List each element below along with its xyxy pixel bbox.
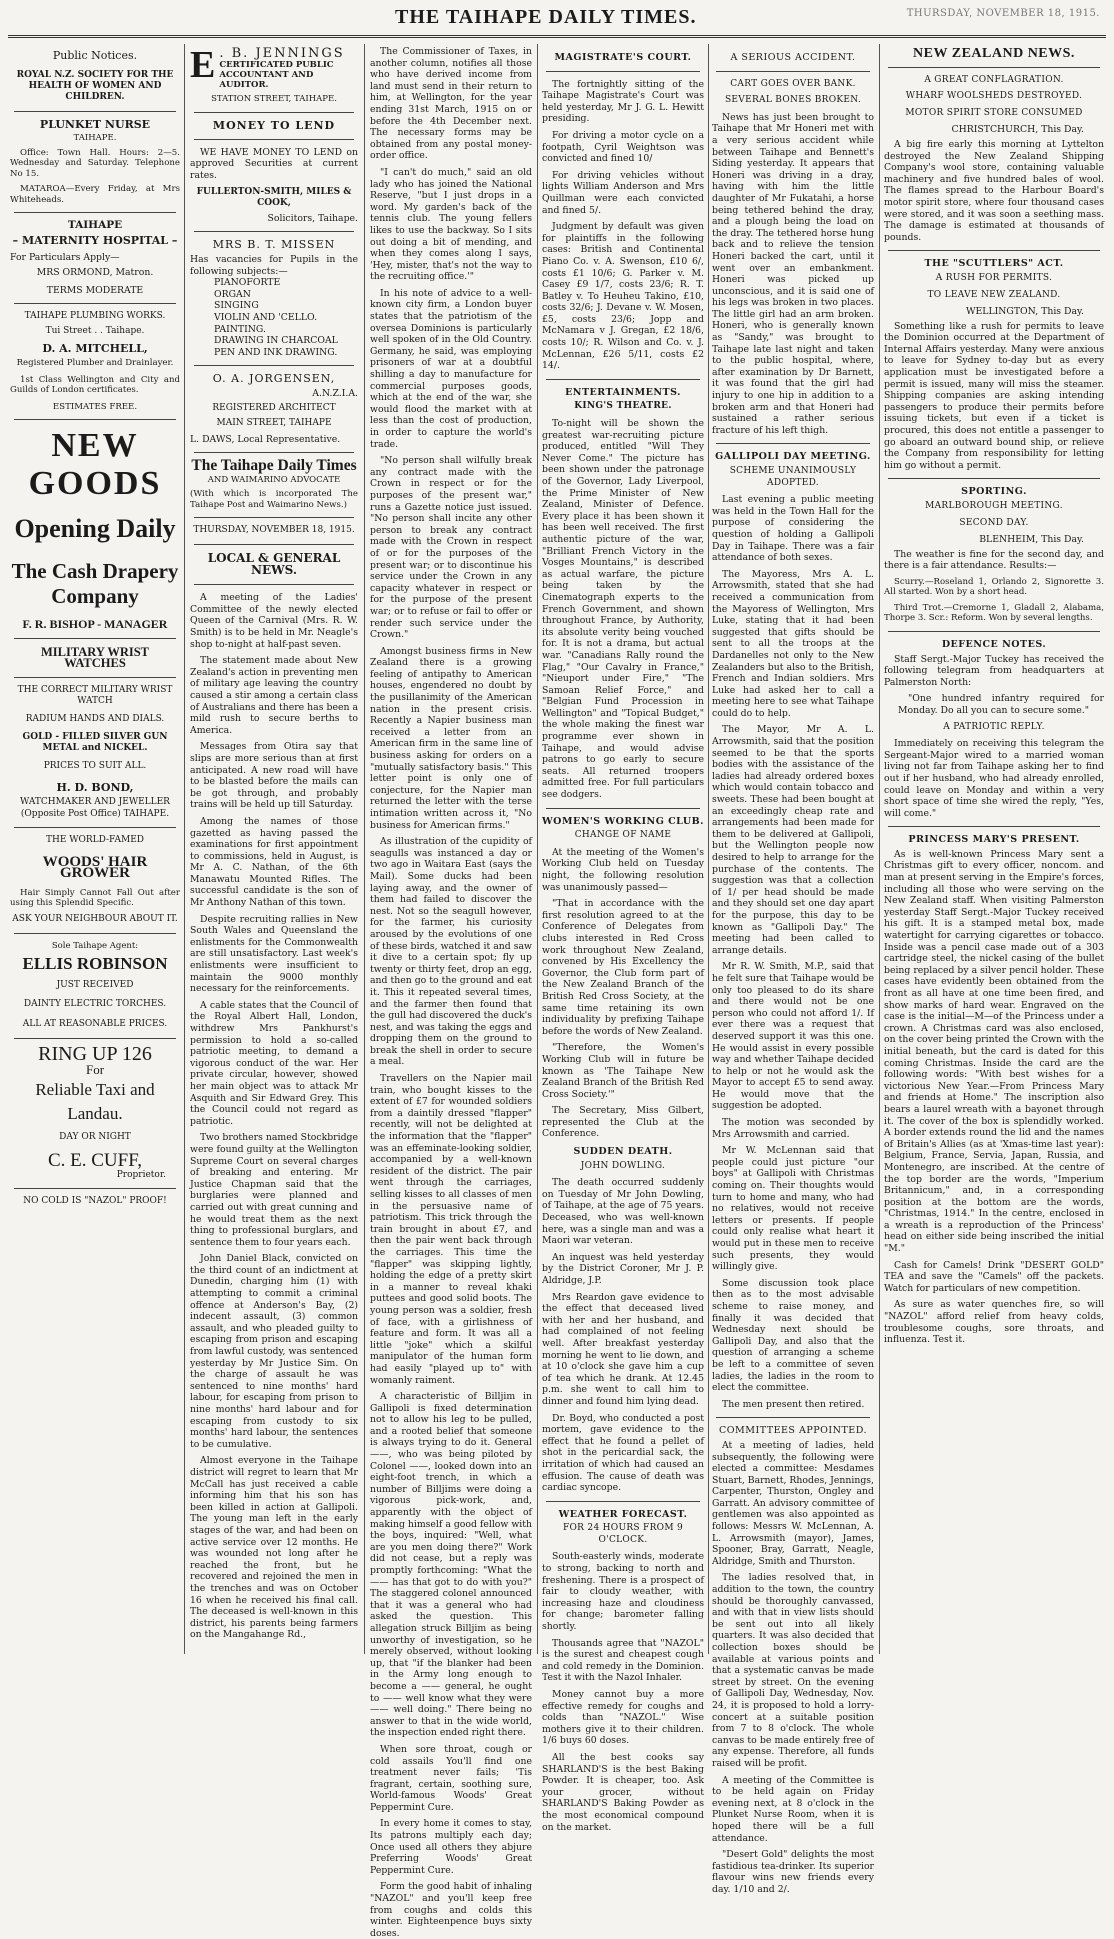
committee-paragraph: A meeting of the Committee is to be held again on Friday evening next, at 8 o'clock in the Plunket Nurse Room, when it is hoped there will be a full attendance. (712, 1774, 874, 1844)
news-paragraph: "No person shall wilfully break any contract made with the Crown in respect or for the purposes of the present war," runs a Gazette notice just issued. "No person shall incite any other person to break any contract made with the Crown in respect of or for the purposes of the present war; or to discontinue his service under the Crown in any capacity whatever in respect or for the purpose of the present war; or to refuse or fail to offer or render such service under the Crown." (370, 455, 532, 641)
accident-paragraph: News has just been brought to Taihape that Mr Honeri met with a very serious accident while between Taihape and Bennett's Siding yesterday. It appears that Honeri was driving in a dray, having with him the little daughter of Mr Fukatahi, a horse being tethered behind the dray, and a plough being the load on the dray. The tethered horse hung back and to relieve the tension Honeri backed the cart, until it went over an embankment. Honeri was picked up unconscious, and it is said one of his legs was broken in two places. The little girl had an arm broken. Honeri, who is generally known as "Sandy," was brought to Taihape late last night and taken to the public hospital, where, after examination by Dr Barnett, it was found that the girl had injury to one hip in addition to a broken arm and that Honeri had sustained a rather serious fracture of his left thigh. (712, 111, 874, 436)
patriotic-reply: A PATRIOTIC REPLY. (943, 721, 1045, 732)
court-paragraph: The fortnightly sitting of the Taihape Magistrate's Court was held yesterday, Mr J. G. L. Hewitt presiding. (542, 78, 704, 125)
subject-item: PEN AND INK DRAWING. (214, 346, 338, 358)
jennings-ad (190, 44, 358, 90)
opening-daily: Opening Daily (14, 514, 176, 544)
subject-item: VIOLIN AND 'CELLO. (214, 311, 318, 323)
woods-hair-grower: WOODS' HAIR GROWER (42, 853, 148, 882)
motor-spirit-store: MOTOR SPIRIT STORE CONSUMED (905, 107, 1083, 118)
divider (546, 808, 700, 809)
watchmaker-jeweller: WATCHMAKER AND JEWELLER (Opposite Post Office) TAIHAPE. (20, 796, 170, 819)
anzia: A.N.Z.I.A. (312, 387, 358, 399)
nazol-advert: Form the good habit of inhaling "NAZOL" and you'll keep free from coughs and colds this winter. Eighteenpence buys sixty doses. (370, 1881, 532, 1939)
divider (14, 638, 176, 639)
mataroa-notice: MATAROA—Every Friday, at Mrs Whiteheads. (10, 184, 180, 205)
column-5 (712, 46, 874, 1895)
subject-item: DRAWING IN CHARCOAL (214, 335, 338, 347)
divider (14, 419, 176, 420)
death-paragraph: Mrs Reardon gave evidence to the effect that deceased lived with her and her husband, and had complained of not feeling well. After breakfast yesterday morning he went to lie down, and at 10 o'clock she gave him a cup of tea which he drank. At 12.45 p.m. she went to call him to dinner and found him lying dead. (542, 1291, 704, 1407)
jennings-address: STATION STREET, TAIHAPE. (211, 93, 337, 104)
club-paragraph: At the meeting of the Women's Working Club held on Tuesday night, the following resolution was unanimously passed— (542, 846, 704, 893)
defence-notes-heading: DEFENCE NOTES. (941, 638, 1047, 650)
news-paragraph: Messages from Otira say that slips are more serious than at first anticipated. A new road will have to be blasted before the mails can be got through, and probably trains will be held up till Saturday. (190, 741, 358, 811)
column-2 (190, 46, 358, 1654)
subject-item: ORGAN (214, 288, 251, 300)
divider (14, 677, 176, 678)
rush-for-permits: A RUSH FOR PERMITS. (935, 272, 1053, 283)
divider (888, 631, 1100, 632)
weather-forecast-heading: WEATHER FORECAST. (558, 1508, 688, 1520)
divider (888, 478, 1100, 479)
kings-theatre: KING'S THEATRE. (574, 401, 672, 412)
fullerton-smith: FULLERTON-SMITH, MILES & COOK, (196, 186, 352, 209)
marlborough-meeting: MARLBOROUGH MEETING. (925, 501, 1063, 511)
gallipoli-paragraph: Mr R. W. Smith, M.P., said that he felt sure that Taihape would be only too pleased to do its share and there would not be one person who could not afford 1/. If ever there was a request that deserved support it was this one. He would assist in every possible way and whether Taihape decided to help or not he would ask the Mayor to accept £5 to send away. He would move that the suggestion be adopted. (712, 961, 874, 1112)
issue-date: THURSDAY, NOVEMBER 18, 1915. (906, 8, 1100, 19)
column-6 (884, 46, 1104, 1654)
plunket-office-hours: Office: Town Hall. Hours: 2—5. Wednesday and Saturday. Telephone No 15. (10, 147, 180, 179)
gallipoli-paragraph: The Mayor, Mr A. L. Arrowsmith, said that the position seemed to be that the sports bodies with the assistance of the ladies had already ordered boxes which would contain tobacco and sweets. These had been bought at an exceedingly cheap rate and arrangements had been made for them to be delivered at Gallipoli, but the Wellington people now desired to help to arrange for the purchase of the contents. The suggestion was that a collection of 1/ per head should be made and they should set one day apart for the purpose, this day to be known as "Gallipoli Day." The meeting had been called to arrange details. (712, 724, 874, 956)
cash-drapery-company: The Cash Drapery Company (11, 559, 179, 609)
gallipoli-paragraph: Mr W. McLennan said that people could just picture "our boys" at Gallipoli with Christmas coming on. Their thoughts would turn to home and many, who had no relatives, would not receive letters or presents. If people could only realise what heart it would put in these men to receive such presents, they would willingly give. (712, 1145, 874, 1273)
reliable-taxi-landau: Reliable Taxi and Landau. (35, 1079, 155, 1123)
gallipoli-paragraph: The Mayoress, Mrs A. L. Arrowsmith, stated that she had received a communication from the Mayoress of Wellington, Mrs Luke, stating that it had been suggested that gifts should be sent to all the troops at the Dardanelles not only to the New Zealanders but also to the British, French and Indian soldiers. Mrs Luke had asked her to call a meeting here to see what Taihape could do to help. (712, 568, 874, 719)
proprietor: Proprietor. (116, 1169, 166, 1180)
news-paragraph: Amongst business firms in New Zealand there is a growing feeling of antipathy to American houses, engendered no doubt by the pusillanimity of the American nation in the present crisis. Recently a Napier business man received a letter from an American firm in the same line of business asking for orders on a "mutually satisfactory basis." This letter point is only one of conjecture, for the Napier man returned the letter with the terse intimation written across it, "No business for American firms." (370, 645, 532, 831)
for-label: For (85, 1062, 105, 1078)
magistrates-court-heading: MAGISTRATE'S COURT. (554, 52, 692, 63)
newspaper-title: THE TAIHAPE DAILY TIMES. (395, 6, 697, 28)
divider (194, 517, 354, 518)
divider (716, 443, 870, 444)
committee-paragraph: At a meeting of ladies, held subsequently, the following were elected a committee: Mesdames Stuart, Barnett, Rhodes, Jennings, Carpenter, Thurston, Ongley and Garratt. An advisory committee of gentlemen was also appointed as follows: Messrs W. McLennan, A. L. Arrowsmith (mayor), James, Spooner, Bray, Garratt, Neagle, Aldridge, Smith and Thurston. (712, 1439, 874, 1567)
jennings-initial: E (190, 44, 216, 86)
gallipoli-paragraph: The men present then retired. (722, 1398, 865, 1410)
subject-item: SINGING (214, 300, 259, 312)
sudden-death-heading: SUDDEN DEATH. (573, 1146, 673, 1158)
ring-up-126: RING UP 126 (38, 1042, 152, 1065)
weather-paragraph: The weather is fine for the second day, and there is a fair attendance. Results:— (884, 548, 1104, 572)
main-street: MAIN STREET, TAIHAPE (216, 418, 332, 429)
masthead (0, 0, 1114, 40)
bishop-manager: F. R. BISHOP - MANAGER (22, 617, 168, 632)
solicitors: Solicitors, Taihape. (267, 212, 358, 224)
wellington-dateline: WELLINGTON, This Day. (965, 306, 1084, 318)
court-paragraph: For driving vehicles without lights William Anderson and Mrs Quillman were each convicted and fined 5/. (542, 169, 704, 216)
news-paragraph: In his note of advice to a well-known city firm, a London buyer states that the patriotism of the oversea Dominions is particularly well spoken of in the Old Country. Germany, he said, was employing prisoners of war at a doubtful shilling a day to manufacture for commercial purposes goods, which at the end of the war, she would flood the market with at less than the cost of production, in order to capture the world's trade. (370, 287, 532, 450)
divider (14, 1038, 176, 1039)
scuttlers-act-heading: THE "SCUTTLERS" ACT. (924, 258, 1064, 270)
plumber-certificates: 1st Class Wellington and City and Guilds of London certificates. (10, 374, 180, 396)
divider (888, 67, 1100, 68)
gallipoli-day-heading: GALLIPOLI DAY MEETING. (715, 451, 871, 463)
news-paragraph: A cable states that the Council of the Royal Albert Hall, London, withdrew Mrs Pankhurst's permission to hold a so-called patriotic meeting, to demand a vigorous conduct of the war. Her private circular, however, showed her main object was to attack Mr Asquith and Sir Edward Grey. This the Council could not regard as patriotic. (190, 999, 358, 1127)
scheme-adopted: SCHEME UNANIMOUSLY ADOPTED. (729, 466, 857, 488)
new-goods-new: NEW (51, 427, 139, 465)
daws-representative: L. DAWS, Local Representative. (190, 433, 341, 445)
divider (14, 827, 176, 828)
subject-item: PIANOFORTE (214, 277, 281, 289)
divider (194, 584, 354, 585)
change-of-name: CHANGE OF NAME (574, 830, 672, 841)
gold-filled-silver: GOLD - FILLED SILVER GUN METAL and NICKEL. (22, 731, 168, 754)
divider (194, 452, 354, 453)
dainty-electric-torches: DAINTY ELECTRIC TORCHES. (23, 999, 167, 1010)
court-paragraph: Judgment by default was given for plaintiffs in the following cases: British and Continental Piano Co. v. A. Swenson, £10 6/, costs £1 10/6; G. Parker v. M. Casey £9 1/7, costs 23/6; R. T. Batley v. To Heuheu Takino, £10, costs 32/6; J. Devane v. W. Mosen, £5, costs 23/6; Jopp and McNamara v J. Gregan, £2 18/6, costs 10/; R. Wilson and Co. v. J. McLennan, £26 5/11, costs £2 14/. (542, 221, 704, 372)
column-4 (542, 46, 704, 1833)
womens-working-club-heading: WOMEN'S WORKING CLUB. (542, 815, 704, 827)
news-paragraph: The Commissioner of Taxes, in another column, notifies all those who have derived income from land must send in their return to him, at Wellington, for the year ending 31st March, 1915 on or before the 4th December next. The necessary forms may be obtained from any postal money-order office. (370, 46, 532, 162)
gallipoli-paragraph: Last evening a public meeting was held in the Town Hall for the purpose of considering the question of holding a Gallipoli Day in Taihape. There was a fair attendance of both sexes. (712, 494, 874, 564)
race-results: Scurry.—Roseland 1, Orlando 2, Signorette 3. All started. Won by a short head. (884, 576, 1104, 598)
news-paragraph: Two brothers named Stockbridge were found guilty at the Wellington Supreme Court on several charges of breaking and entering. Mr Justice Chapman said that the burglaries were planned and carried out with great cunning and he would treat them as the next thing to professional burglars, and sentence them to four years each. (190, 1132, 358, 1248)
jorgensen-name: O. A. JORGENSEN, (212, 372, 336, 386)
divider (716, 1417, 870, 1418)
news-paragraph: As illustration of the cupidity of seagulls was instanced a day or two ago in Waitara East (says the Mail). Some ducks had been laying away, and the owner of them had failed to discover the nest. Not so the seagull however, for the farmer, his curiosity aroused by the evolutions of one of these birds, watched it and saw it dive to a certain spot; fly up twenty or thirty feet, drop an egg, and then go to the ground and eat it. This it repeated several times, and the farmer then found that the gull had discovered the duck's nest, and was taking the eggs and dropping them on the ground to break the shell in order to secure a meal. (370, 836, 532, 1068)
divider (716, 71, 870, 72)
day-or-night: DAY OR NIGHT (59, 1131, 131, 1142)
wharf-woolsheds: WHARF WOOLSHEDS DESTROYED. (905, 91, 1083, 102)
telegram-quote: "One hundred infantry required for Monday. Do all you can to secure some." (898, 693, 1104, 716)
divider (194, 139, 354, 140)
prices-to-suit: PRICES TO SUIT ALL. (43, 760, 147, 771)
christchurch-dateline: CHRISTCHURCH, This Day. (951, 124, 1084, 136)
nz-news-heading: NEW ZEALAND NEWS. (913, 46, 1075, 61)
registered-architect: REGISTERED ARCHITECT (212, 403, 336, 414)
club-paragraph: "Therefore, the Women's Working Club will in future be known as 'The Taihape New Zealand Branch of the British Red Cross Society.'" (542, 1042, 704, 1100)
divider (194, 231, 354, 232)
military-wrist-watches: MILITARY WRIST WATCHES (40, 644, 150, 671)
royal-society-notice: ROYAL N.Z. SOCIETY FOR THE HEALTH OF WOMEN AND CHILDREN. (16, 69, 174, 102)
divider (194, 365, 354, 366)
plunket-nurse-heading: PLUNKET NURSE (39, 117, 151, 131)
news-paragraph: "I can't do much," said an old lady who has joined the National Reserve, "but I just drops in a word. My garden's back of the tennis club. The young fellers likes to use the backway. So I sits out doing a bit of mending, and when they comes along I says, 'Hey, mister, that's not the way to the recruiting office.'" (370, 166, 532, 283)
money-to-lend-body: WE HAVE MONEY TO LEND on approved Securities at current rates. (190, 146, 358, 181)
entertainment-paragraph: To-night will be shown the greatest war-recruiting picture produced, entitled "Will They Never Come." The picture has been shown under the patronage of the Governor, Lady Liverpool, the Prime Minister of New Zealand, Minister of Defence. Every place it has been shown it has been well received. The first authentic picture of the war, "Brilliant French Victory in the Vosges Mountains," is described as actual warfare, the picture being taken by the Cinematograph experts to the French Government, and shown throughout France, by Authority, its absolute verity being vouched for. It is not a drama, but actual war. "Canadians Rally round the Flag," "Our Cavalry in France," "Nieuport under Fire," "The Samoan Relief Force," and "Belgian Fund Procession in Wellington" and "Topical Budget," the whole making the finest war programme ever shown in Taihape, and would advise patrons to go early to secure seats. All returned troopers admitted free. For full particulars see dodgers. (542, 418, 704, 801)
column-rule (184, 44, 185, 1654)
local-general-news-heading: LOCAL & GENERAL NEWS. (207, 551, 341, 577)
peppermint-cure-verse: In every home it comes to stay, Its patrons multiply each day; Once used all others they abjure Preferring Woods' Great Peppermint Cure. (370, 1818, 532, 1876)
news-paragraph: Among the names of those gazetted as having passed the examinations for first appointment to commissions, held in August, is Mr A. C. Nathan, of the 6th Manawatu Mounted Rifles. The successful candidate is the son of Mr Anthony Nathan of this town. (190, 815, 358, 909)
cuff-name: C. E. CUFF, (47, 1150, 143, 1172)
fire-paragraph: A big fire early this morning at Lyttelton destroyed the New Zealand Shipping Company's wool store, containing valuable machinery and five hundred bales of wool. The flames spread to the Harbour Board's motor spirit store, where four thousand cases were stored, and it was soon a seething mass. The damage is estimated at thousands of pounds. (884, 138, 1104, 243)
news-paragraph: Despite recruiting rallies in New South Wales and Queensland the enlistments for the Commonwealth are still unsatisfactory. Last week's enlistments were insufficient to maintain the 9000 monthly necessary for the reinforcements. (190, 913, 358, 995)
race-results: Third Trot.—Cremorne 1, Gladall 2, Alabama, Thorpe 3. Scr.: Reform. Won by several lengths. (884, 602, 1104, 624)
registered-plumber: Registered Plumber and Drainlayer. (16, 358, 174, 369)
column-rule (708, 44, 709, 1654)
hair-simply-cannot-fall: Hair Simply Cannot Fall Out after using this Splendid Specific. (10, 887, 180, 909)
divider (14, 212, 176, 213)
ask-your-neighbour: ASK YOUR NEIGHBOUR ABOUT IT. (12, 913, 178, 924)
estimates-free: ESTIMATES FREE. (52, 401, 138, 412)
no-cold-nazol-proof: NO COLD IS "NAZOL" PROOF! (23, 1196, 167, 1207)
divider (14, 303, 176, 304)
jennings-title: CERTIFICATED PUBLIC ACCOUNTANT AND AUDITOR. (219, 59, 334, 90)
patriotic-paragraph: Immediately on receiving this telegram the Sergeant-Major wired to a married woman living not far from Taihape asking her to find out if her husband, who had already enrolled, could leave on Monday and within a very short space of time she wired the reply, "Yes, will come." (884, 738, 1104, 819)
just-received: JUST RECEIVED (56, 979, 134, 990)
correct-wrist-watch: THE CORRECT MILITARY WRIST WATCH (17, 684, 173, 707)
divider (888, 826, 1100, 827)
great-conflagration: A GREAT CONFLAGRATION. (924, 74, 1064, 85)
club-paragraph: "That in accordance with the first resolution agreed to at the Conference of Delegates from clubs interested in Red Cross work throughout New Zealand, convened by His Excellency the Governor, the Club form part of the New Zealand Branch of the British Red Cross Society, at the same time retaining its own individuality by prefixing Taihape before the words of New Zealand. (542, 898, 704, 1037)
public-notices-heading: Public Notices. (52, 49, 138, 62)
masthead-rule (8, 35, 1106, 38)
committee-paragraph: The ladies resolved that, in addition to the town, the country should be thoroughly canvassed, and with that in view lists should be sent out into all likely quarters. It was also decided that collection boxes should be available at various points and that a systematic canvas be made street by street. On the evening of Gallipoli Day, Wednesday, Nov. 24, it is proposed to hold a lorry-concert at a suitable position from 7 to 8 o'clock. The whole canvas to be made entirely free of any expense. Therefore, all funds raised will be profit. (712, 1572, 874, 1769)
column-rule (537, 44, 538, 1654)
divider (14, 1188, 176, 1189)
desert-gold-advert: "Desert Gold" delights the most fastidious tea-drinker. Its superior flavour wins new friends every day. 1/10 and 2/. (712, 1849, 874, 1895)
court-paragraph: For driving a motor cycle on a footpath, Cyril Weightson was convicted and fined 10/ (542, 129, 704, 165)
news-paragraph: The statement made about New Zealand's action in preventing men of military age leaving the country caused a stir among a certain class of Australians and there has been a mild rush to secure berths to America. (190, 655, 358, 736)
divider (194, 112, 354, 113)
news-paragraph: A meeting of the Ladies' Committee of the newly elected Queen of the Carnival (Mrs. R. W. Smith) is to be held in Mr. Neagle's shop to-night at half-past seven. (190, 592, 358, 650)
subject-item: PAINTING. (214, 323, 266, 335)
leave-new-zealand: TO LEAVE NEW ZEALAND. (927, 289, 1061, 300)
subjects-list (214, 277, 358, 358)
second-day: SECOND DAY. (959, 517, 1029, 528)
committees-appointed-heading: COMMITTEES APPOINTED. (718, 1425, 868, 1437)
divider (14, 933, 176, 934)
sharlands-advert: All the best cooks say SHARLAND'S is the best Baking Powder. It is cheaper, too. Ask your grocer, without SHARLAND'S Baking Powder as the most economical compound on the market. (542, 1751, 704, 1833)
peppermint-cure-verse: When sore throat, cough or cold assails You'll find one treatment never fails; 'Tis fragrant, certain, soothing sure, World-famous Woods' Great Peppermint Cure. (370, 1743, 532, 1813)
serious-accident-heading: A SERIOUS ACCIDENT. (730, 52, 856, 63)
paper-title: The Taihape Daily Times (191, 457, 357, 475)
column-3 (370, 46, 532, 1939)
matron-ormond: MRS ORMOND, Matron. (36, 267, 154, 279)
princess-paragraph: As is well-known Princess Mary sent a Christmas gift to every officer, noncom. and man at present serving in the Empire's forces, including all those who were serving on the New Zealand staff. When visiting Palmerston yesterday Staff Sergt.-Major Tuckey received his gift. It is a stamped metal box, made watertight for carrying cigarettes or tobacco. Inside was a pencil case made out of a 303 cartridge steel, the nickel casing of the bullet being replaced by a silver pencil holder. These cases have evidently been obtained from the front as all have at one time been fired, and show marks of hard wear. Engraved on the case is the initial—M—of the Princess under a crown. A Christmas card was also enclosed, on the cover being printed the Crown with the initial beneath, but the card is dated for this coming Christmas. Inside the card are the following words: "With best wishes for a victorious New Year.—From Princess Mary and friends at Home." The inscription also bears a laurel wreath with a bayonet through it. The cover of the box is splendidly worked. A border extends round the lid and the names of Britain's Allies (as at 'Xmas-time last year): Belgium, France, Servia, Japan, Russia, and Montenegro, are inscribed. At the centre of the top border are the words, "Imperium Britannicum," and, in a corresponding position at the bottom are the words, "Christmas, 1914." In the centre, enclosed in a wreath is a reproduction of the Princess' head on either side being inscribed the initial "M." (884, 848, 1104, 1255)
missen-name: MRS B. T. MISSEN (212, 238, 336, 252)
bones-broken: SEVERAL BONES BROKEN. (724, 95, 862, 106)
news-paragraph: Travellers on the Napier mail train, who bought kisses to the extent of £7 for wounded soldiers from a daintily dressed "flapper" recently, will not be delighted at the information that the "flapper" was an effeminate-looking soldier, accompanied by a well-known resident of the district. The pair went through the carriages, selling kisses to all classes of men in the persuasive name of patriotism. This trick through the train brought in about £7, and then the pair went back through the carriages. This time the "flapper" was skipping lightly, holding the edge of a pretty skirt in a manner to reveal khaki puttees and good solid boots. The young person was a soldier, fresh of face, with a girlishness of feature and form. It was all a little "joke" which a skilful manipulator of the human form had easily "played up to" with womanly raiment. (370, 1073, 532, 1386)
princess-mary-heading: PRINCESS MARY'S PRESENT. (908, 834, 1080, 846)
divider (14, 111, 176, 112)
blenheim-dateline: BLENHEIM, This Day. (979, 534, 1084, 546)
column-rule (364, 44, 365, 1654)
gallipoli-paragraph: The motion was seconded by Mrs Arrowsmith and carried. (712, 1117, 874, 1140)
column-rule (879, 44, 880, 1654)
nazol-advert: As sure as water quenches fire, so will "NAZOL" afford relief from heavy colds, troublesome coughs, sore throats, and influenza. Test it. (884, 1299, 1104, 1346)
gallipoli-paragraph: Some discussion took place then as to the most advisable scheme to raise money, and finally it was decided that Wednesday next should be Gallipoli Day, and also that the question of arranging a scheme be left to a committee of seven ladies, the ladies in the room to elect the committee. (712, 1277, 874, 1394)
death-paragraph: An inquest was held yesterday by the District Coroner, Mr J. P. Aldridge, J.P. (542, 1251, 704, 1286)
sporting-heading: SPORTING. (961, 486, 1027, 498)
forecast-hours: FOR 24 HOURS FROM 9 O'CLOCK. (562, 1523, 684, 1545)
death-paragraph: The death occurred suddenly on Tuesday of Mr John Dowling, of Taihape, at the age of 75 years. Deceased, who was well-known here, was a single man and was a Maori war veteran. (542, 1177, 704, 1247)
column-1-advertisements (10, 46, 180, 1654)
bond-name: H. D. BOND, (56, 781, 134, 795)
money-to-lend-heading: MONEY TO LEND (212, 119, 336, 133)
divider (546, 1501, 700, 1502)
death-paragraph: Dr. Boyd, who conducted a post mortem, gave evidence to the effect that he found a pellet of shot in the pericardial sack, the irritation of which had caused an effusion. The cause of death was cardiac syncope. (542, 1412, 704, 1494)
missen-body: Has vacancies for Pupils in the following subjects:— (190, 253, 358, 277)
new-goods-goods: GOODS (28, 465, 162, 503)
plumbing-works-heading: TAIHAPE PLUMBING WORKS. (24, 311, 166, 322)
entertainments-heading: ENTERTAINMENTS. (565, 386, 681, 398)
tui-street-address: Tui Street . . Taihape. (45, 325, 145, 336)
news-paragraph: A characteristic of Billjim in Gallipoli is fixed determination not to allow his leg to be pulled, and a rooted belief that someone is always trying to do it. General ——, who was being piloted by Colonel ——, looked down into an eight-foot trench, in which a number of Billjims were doing a vigorous pick-work, and, apparently with the object of making himself a good fellow with the boys, inquired: "Well, what are you men doing there?" Work did not cease, but a reply was promptly forthcoming: "What the —— has that got to do with you?" The staggered colonel announced that it was a general who had asked the question. This allegation struck Billjim as being unworthy of investigation, so he merely observed, without looking up, that "if the blanker had been in the Army long enough to become a —— general, he ought to —— well know what they were —— well doing." There being no answer to that in the wide world, the inspection ended right there. (370, 1391, 532, 1739)
taihape-heading: TAIHAPE (67, 219, 123, 232)
incorporated-note: (With which is incorporated The Taihape Post and Waimarino News.) (190, 489, 358, 510)
ellis-robinson: ELLIS ROBINSON (22, 954, 168, 974)
jennings-name: . B. JENNINGS (219, 46, 345, 61)
divider (888, 250, 1100, 251)
divider (546, 379, 700, 380)
maternity-hospital-heading: – MATERNITY HOSPITAL – (12, 233, 178, 247)
divider (546, 71, 700, 72)
divider (194, 544, 354, 545)
particulars-apply: For Particulars Apply— (10, 252, 120, 264)
waimarino-advocate: AND WAIMARINO ADVOCATE (207, 474, 341, 485)
terms-moderate: TERMS MODERATE (46, 284, 144, 296)
mitchell-name: D. A. MITCHELL, (42, 342, 148, 356)
cart-over-bank: CART GOES OVER BANK. (730, 78, 856, 89)
defence-paragraph: Staff Sergt.-Major Tuckey has received the following telegram from headquarters at Palmerston North: (884, 653, 1104, 688)
john-dowling: JOHN DOWLING. (580, 1160, 666, 1171)
weather-paragraph: South-easterly winds, moderate to strong, backing to north and freshening. There is a prospect of fair to cloudy weather, with increasing haze and cloudiness for change; barometer falling shortly. (542, 1551, 704, 1633)
world-famed: THE WORLD-FAMED (45, 835, 145, 846)
club-paragraph: The Secretary, Miss Gilbert, represented the Club at the Conference. (542, 1105, 704, 1140)
desert-gold-advert: Cash for Camels! Drink "DESERT GOLD" TEA and save the "Camels" off the packets. Watch for particulars of new competition. (884, 1259, 1104, 1294)
radium-hands: RADIUM HANDS AND DIALS. (25, 714, 165, 724)
news-paragraph: John Daniel Black, convicted on the third count of an indictment at Dunedin, charging him (1) with attempting to commit a criminal offence at Anderson's Bay, (2) indecent assault, (3) common assault, and who pleaded guilty to escaping from prison and escaping from lawful custody, was sentenced yesterday by Mr Justice Sim. On the charge of assault he was sentenced to nine months' hard labour, for escaping from prison to nine months' hard labour and for escaping from custody to six months' hard labour, the sentences to be cumulative. (190, 1253, 358, 1450)
reasonable-prices: ALL AT REASONABLE PRICES. (22, 1018, 168, 1029)
plunket-place: TAIHAPE. (73, 133, 117, 144)
sole-agent: Sole Taihape Agent: (51, 940, 139, 951)
nazol-advert: Thousands agree that "NAZOL" is the surest and cheapest cough and cold remedy in the Dominion. Test it with the Nazol Inhaler. (542, 1637, 704, 1684)
news-paragraph: Almost everyone in the Taihape district will regret to learn that Mr McCall has just received a cable informing him that his son has been killed in action at Gallipoli. The young man left in the early stages of the war, and had been on active service over 12 months. He was wounded not long after he reached the front, but he recovered and rejoined the men in the trenches and was on October 16 when he received his final call. The deceased is well-known in this district, his parents being farmers on the Mangahange Rd., (190, 1455, 358, 1641)
paper-date: THURSDAY, NOVEMBER 18, 1915. (193, 525, 355, 536)
nazol-advert: Money cannot buy a more effective remedy for coughs and colds than "NAZOL." Wise mothers give it to their children. 1/6 buys 60 doses. (542, 1689, 704, 1747)
permits-paragraph: Something like a rush for permits to leave the Dominion occurred at the Department of Internal Affairs yesterday. Many were anxious to leave for Sydney to-day but as every application must be investigated before a permit is issued, many will miss the steamer. Shipping companies are asking intending passengers to produce their permits before issuing tickets, but even if a ticket is procured, this does not entitle a passenger to go aboard an outward bound ship, or relieve the Company from responsibility for letting him go without a permit. (884, 320, 1104, 471)
